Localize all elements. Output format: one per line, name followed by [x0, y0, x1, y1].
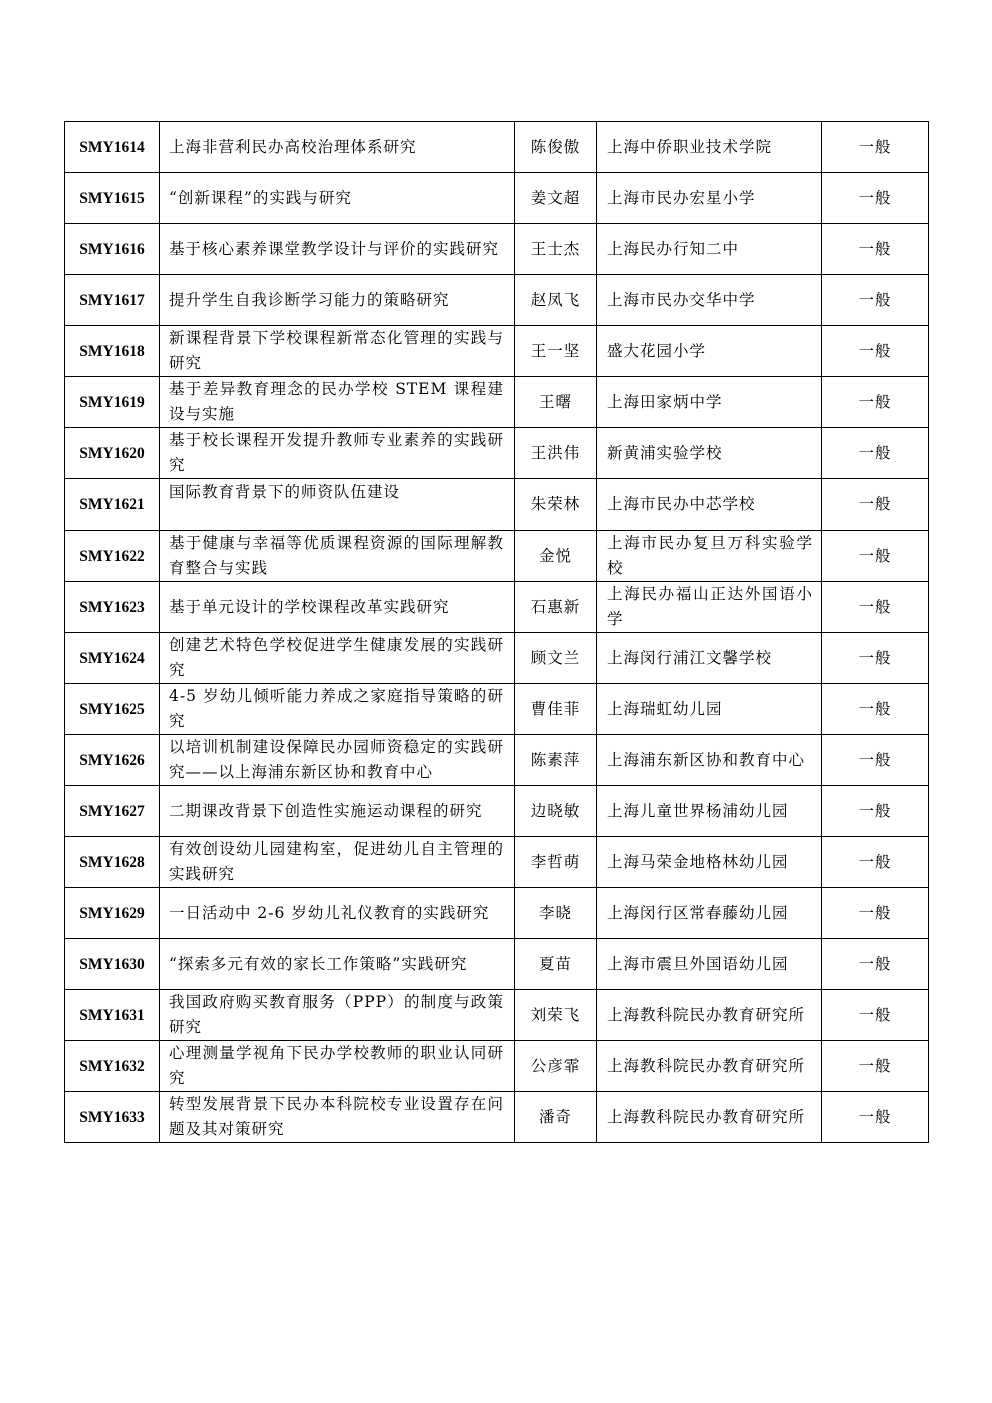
project-leader: 金悦 — [515, 531, 597, 582]
project-title: 以培训机制建设保障民办园师资稳定的实践研究——以上海浦东新区协和教育中心 — [160, 735, 515, 786]
project-unit: 上海中侨职业技术学院 — [597, 122, 822, 173]
project-leader: 王洪伟 — [515, 428, 597, 479]
project-unit: 上海市民办交华中学 — [597, 275, 822, 326]
table-row — [65, 275, 929, 326]
table-row — [65, 633, 929, 684]
project-unit: 上海浦东新区协和教育中心 — [597, 735, 822, 786]
project-code: SMY1615 — [65, 173, 160, 224]
table-row — [65, 428, 929, 479]
project-level: 一般 — [822, 428, 929, 479]
project-level: 一般 — [822, 1041, 929, 1092]
project-code: SMY1619 — [65, 377, 160, 428]
project-leader: 赵凤飞 — [515, 275, 597, 326]
project-level: 一般 — [822, 122, 929, 173]
project-code: SMY1621 — [65, 479, 160, 531]
project-title: 转型发展背景下民办本科院校专业设置存在问题及其对策研究 — [160, 1092, 515, 1143]
table-row — [65, 582, 929, 633]
project-code: SMY1632 — [65, 1041, 160, 1092]
table-row — [65, 326, 929, 377]
project-unit: 上海市民办复旦万科实验学校 — [597, 531, 822, 582]
project-level: 一般 — [822, 377, 929, 428]
project-title: 二期课改背景下创造性实施运动课程的研究 — [160, 786, 515, 837]
project-code: SMY1618 — [65, 326, 160, 377]
project-level: 一般 — [822, 224, 929, 275]
project-unit: 上海民办福山正达外国语小学 — [597, 582, 822, 633]
project-unit: 上海教科院民办教育研究所 — [597, 990, 822, 1041]
project-title: “探索多元有效的家长工作策略”实践研究 — [160, 939, 515, 990]
table-row — [65, 1092, 929, 1143]
project-code: SMY1622 — [65, 531, 160, 582]
project-title: “创新课程”的实践与研究 — [160, 173, 515, 224]
project-unit: 新黄浦实验学校 — [597, 428, 822, 479]
project-leader: 陈素萍 — [515, 735, 597, 786]
project-level: 一般 — [822, 326, 929, 377]
project-title: 基于差异教育理念的民办学校 STEM 课程建设与实施 — [160, 377, 515, 428]
project-code: SMY1614 — [65, 122, 160, 173]
project-title: 基于校长课程开发提升教师专业素养的实践研究 — [160, 428, 515, 479]
project-title: 有效创设幼儿园建构室，促进幼儿自主管理的实践研究 — [160, 837, 515, 888]
project-code: SMY1629 — [65, 888, 160, 939]
project-code: SMY1628 — [65, 837, 160, 888]
project-code: SMY1627 — [65, 786, 160, 837]
table-row — [65, 173, 929, 224]
project-code: SMY1623 — [65, 582, 160, 633]
project-leader: 边晓敏 — [515, 786, 597, 837]
project-level: 一般 — [822, 275, 929, 326]
project-table-body — [65, 122, 929, 1143]
table-row — [65, 224, 929, 275]
project-leader: 夏苗 — [515, 939, 597, 990]
project-code: SMY1617 — [65, 275, 160, 326]
table-row — [65, 479, 929, 531]
project-unit: 上海儿童世界杨浦幼儿园 — [597, 786, 822, 837]
project-unit: 上海教科院民办教育研究所 — [597, 1092, 822, 1143]
project-leader: 王一坚 — [515, 326, 597, 377]
project-title: 提升学生自我诊断学习能力的策略研究 — [160, 275, 515, 326]
table-row — [65, 531, 929, 582]
project-level: 一般 — [822, 837, 929, 888]
project-title: 新课程背景下学校课程新常态化管理的实践与研究 — [160, 326, 515, 377]
project-code: SMY1620 — [65, 428, 160, 479]
table-row — [65, 990, 929, 1041]
project-level: 一般 — [822, 633, 929, 684]
project-leader: 王士杰 — [515, 224, 597, 275]
table-row — [65, 684, 929, 735]
project-title: 基于健康与幸福等优质课程资源的国际理解教育整合与实践 — [160, 531, 515, 582]
table-row — [65, 837, 929, 888]
project-code: SMY1624 — [65, 633, 160, 684]
project-unit: 上海闵行区常春藤幼儿园 — [597, 888, 822, 939]
table-row — [65, 888, 929, 939]
project-title: 上海非营利民办高校治理体系研究 — [160, 122, 515, 173]
project-leader: 潘奇 — [515, 1092, 597, 1143]
project-unit: 上海马荣金地格林幼儿园 — [597, 837, 822, 888]
project-title: 基于核心素养课堂教学设计与评价的实践研究 — [160, 224, 515, 275]
project-level: 一般 — [822, 786, 929, 837]
project-unit: 上海闵行浦江文馨学校 — [597, 633, 822, 684]
project-leader: 李晓 — [515, 888, 597, 939]
project-unit: 上海民办行知二中 — [597, 224, 822, 275]
project-code: SMY1630 — [65, 939, 160, 990]
project-title: 国际教育背景下的师资队伍建设 — [160, 479, 515, 531]
table-row — [65, 1041, 929, 1092]
project-level: 一般 — [822, 479, 929, 531]
project-leader: 石惠新 — [515, 582, 597, 633]
project-leader: 朱荣林 — [515, 479, 597, 531]
project-leader: 曹佳菲 — [515, 684, 597, 735]
table-row — [65, 122, 929, 173]
project-leader: 公彦霏 — [515, 1041, 597, 1092]
project-table — [64, 121, 929, 1143]
project-leader: 顾文兰 — [515, 633, 597, 684]
project-level: 一般 — [822, 582, 929, 633]
project-level: 一般 — [822, 684, 929, 735]
project-unit: 盛大花园小学 — [597, 326, 822, 377]
project-leader: 刘荣飞 — [515, 990, 597, 1041]
project-unit: 上海市民办中芯学校 — [597, 479, 822, 531]
table-row — [65, 939, 929, 990]
project-level: 一般 — [822, 888, 929, 939]
project-leader: 李哲萌 — [515, 837, 597, 888]
project-level: 一般 — [822, 735, 929, 786]
table-row — [65, 735, 929, 786]
project-title: 我国政府购买教育服务（PPP）的制度与政策研究 — [160, 990, 515, 1041]
project-title: 一日活动中 2-6 岁幼儿礼仪教育的实践研究 — [160, 888, 515, 939]
project-unit: 上海瑞虹幼儿园 — [597, 684, 822, 735]
project-level: 一般 — [822, 1092, 929, 1143]
project-title: 创建艺术特色学校促进学生健康发展的实践研究 — [160, 633, 515, 684]
project-unit: 上海市民办宏星小学 — [597, 173, 822, 224]
table-row — [65, 377, 929, 428]
project-title: 4-5 岁幼儿倾听能力养成之家庭指导策略的研究 — [160, 684, 515, 735]
project-unit: 上海市震旦外国语幼儿园 — [597, 939, 822, 990]
project-leader: 王曙 — [515, 377, 597, 428]
project-code: SMY1633 — [65, 1092, 160, 1143]
project-unit: 上海教科院民办教育研究所 — [597, 1041, 822, 1092]
table-row — [65, 786, 929, 837]
project-leader: 陈俊傲 — [515, 122, 597, 173]
project-level: 一般 — [822, 990, 929, 1041]
project-title: 基于单元设计的学校课程改革实践研究 — [160, 582, 515, 633]
project-leader: 姜文超 — [515, 173, 597, 224]
project-code: SMY1631 — [65, 990, 160, 1041]
project-title: 心理测量学视角下民办学校教师的职业认同研究 — [160, 1041, 515, 1092]
project-unit: 上海田家炳中学 — [597, 377, 822, 428]
project-code: SMY1616 — [65, 224, 160, 275]
project-level: 一般 — [822, 939, 929, 990]
project-code: SMY1626 — [65, 735, 160, 786]
project-level: 一般 — [822, 173, 929, 224]
project-level: 一般 — [822, 531, 929, 582]
project-code: SMY1625 — [65, 684, 160, 735]
